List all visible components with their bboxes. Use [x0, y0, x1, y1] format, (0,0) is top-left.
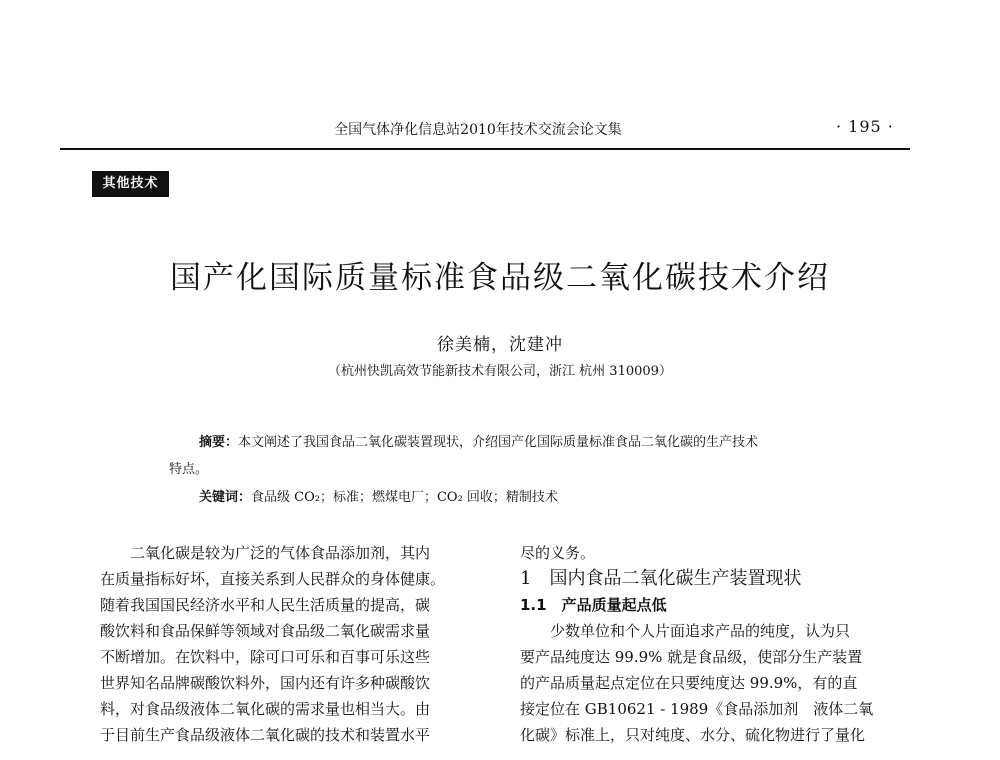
- body-line: 少数单位和个人片面追求产品的纯度，认为只: [520, 622, 851, 640]
- body-line: 于目前生产食品级液体二氧化碳的技术和装置水平: [100, 726, 431, 744]
- abstract-text-line2: 特点。: [169, 462, 209, 477]
- abstract-text-line1: 本文阐述了我国食品二氧化碳装置现状，介绍国产化国际质量标准食品二氧化碳的生产技术: [238, 435, 759, 450]
- article-title: 国产化国际质量标准食品级二氧化碳技术介绍: [170, 260, 830, 296]
- body-line: 接定位在 GB10621 - 1989《食品添加剂 液体二氧: [520, 700, 874, 718]
- body-line: 随着我国国民经济水平和人民生活质量的提高，碳: [100, 596, 431, 614]
- header-rule: [60, 148, 910, 150]
- body-line: 料，对食品级液体二氧化碳的需求量也相当大。由: [100, 700, 431, 718]
- body-line: 世界知名品牌碳酸饮料外，国内还有许多种碳酸饮: [100, 674, 431, 692]
- body-line: 不断增加。在饮料中，除可口可乐和百事可乐这些: [100, 648, 431, 666]
- keywords: [199, 486, 558, 505]
- body-line: 二氧化碳是较为广泛的气体食品添加剂，其内: [100, 544, 431, 562]
- body-line: 尽的义务。: [520, 544, 596, 562]
- body-line: 酸饮料和食品保鲜等领域对食品级二氧化碳需求量: [100, 622, 431, 640]
- running-header-title: 全国气体净化信息站2010年技术交流会论文集: [334, 122, 622, 138]
- section-heading-1: 1 国内食品二氧化碳生产装置现状: [520, 568, 802, 589]
- authors: 徐美楠，沈建冲: [437, 335, 563, 355]
- abstract: [199, 431, 758, 450]
- keywords-label: 关键词：: [199, 490, 252, 505]
- page-number: · 195 ·: [836, 117, 894, 136]
- section-tag: 其他技术: [92, 171, 169, 197]
- body-line: 在质量指标好坏，直接关系到人民群众的身体健康。: [100, 570, 446, 588]
- keywords-text: 食品级 CO₂；标准；燃煤电厂；CO₂ 回收；精制技术: [251, 490, 558, 505]
- section-heading-1-1: 1.1 产品质量起点低: [520, 596, 667, 614]
- body-line: 要产品纯度达 99.9% 就是食品级，使部分生产装置: [520, 648, 863, 666]
- abstract-label: 摘要：: [199, 435, 239, 450]
- body-line: 化碳》标准上，只对纯度、水分、硫化物进行了量化: [520, 726, 866, 744]
- affiliation: （杭州快凯高效节能新技术有限公司，浙江 杭州 310009）: [328, 364, 672, 379]
- body-line: 的产品质量起点定位在只要纯度达 99.9%，有的直: [520, 674, 858, 692]
